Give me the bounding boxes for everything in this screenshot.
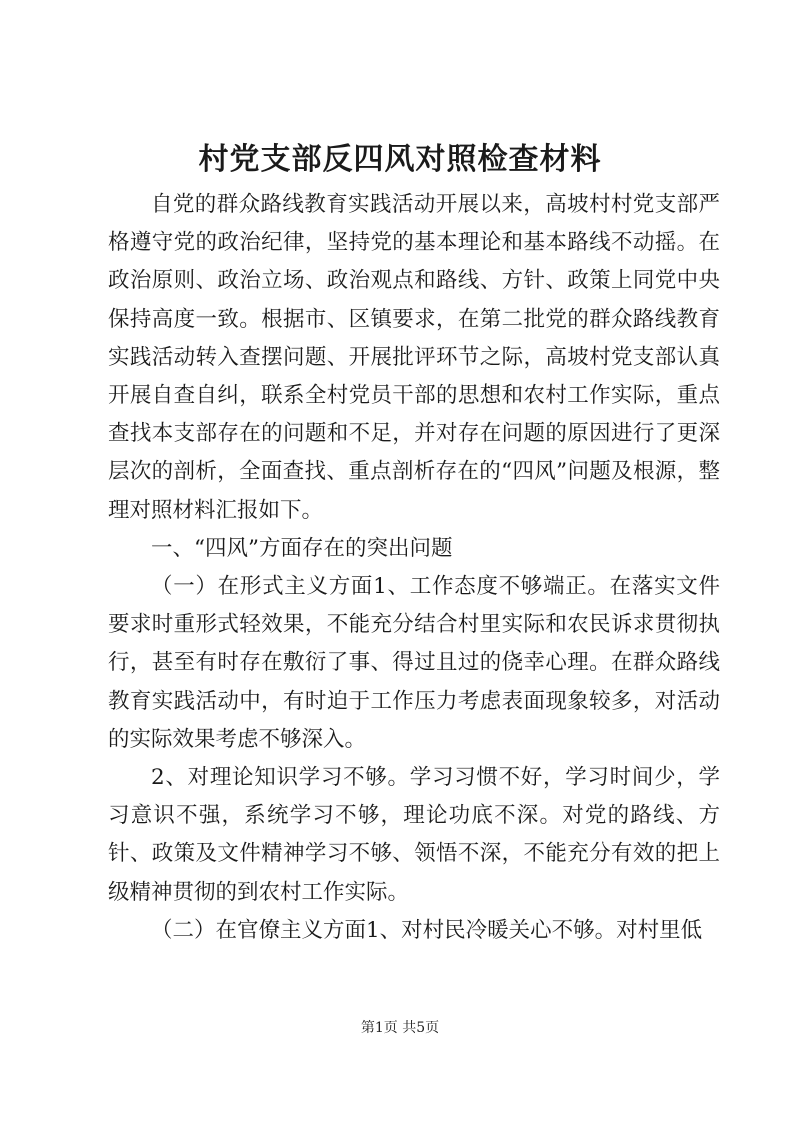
page-footer: 第1页 共5页 — [360, 1020, 440, 1036]
paragraph-formalism: （一）在形式主义方面1、工作态度不够端正。在落实文件要求时重形式轻效果，不能充分结合村里实际和农民诉求贯彻执行，甚至有时存在敷衍了事、得过且过的侥幸心理。在群众路线教育实践活动中，有时迫于工作压力考虑表面现象较多，对活动的实际效果考虑不够深入。 — [108, 574, 720, 752]
section-heading-four-winds: 一、“四风”方面存在的突出问题 — [151, 535, 453, 561]
document-body — [108, 186, 720, 950]
paragraph-bureaucratism: （二）在官僚主义方面1、对村民冷暖关心不够。对村里低 — [151, 917, 703, 943]
document-title: 村党支部反四风对照检查材料 — [198, 142, 602, 177]
paragraph-intro: 自党的群众路线教育实践活动开展以来，高坡村村党支部严格遵守党的政治纪律，坚持党的基本理论和基本路线不动摇。在政治原则、政治立场、政治观点和路线、方针、政策上同党中央保持高度一致。根据市、区镇要求，在第二批党的群众路线教育实践活动转入查摆问题、开展批评环节之际，高坡村党支部认真开展自查自纠，联系全村党员干部的思想和农村工作实际，重点查找本支部存在的问题和不足，并对存在问题的原因进行了更深层次的剖析，全面查找、重点剖析存在的“四风”问题及根源，整理对照材料汇报如下。 — [108, 192, 720, 523]
paragraph-theory-study: 2、对理论知识学习不够。学习习惯不好，学习时间少，学习意识不强，系统学习不够，理论功底不深。对党的路线、方针、政策及文件精神学习不够、领悟不深，不能充分有效的把上级精神贯彻的到农村工作实际。 — [108, 765, 720, 905]
